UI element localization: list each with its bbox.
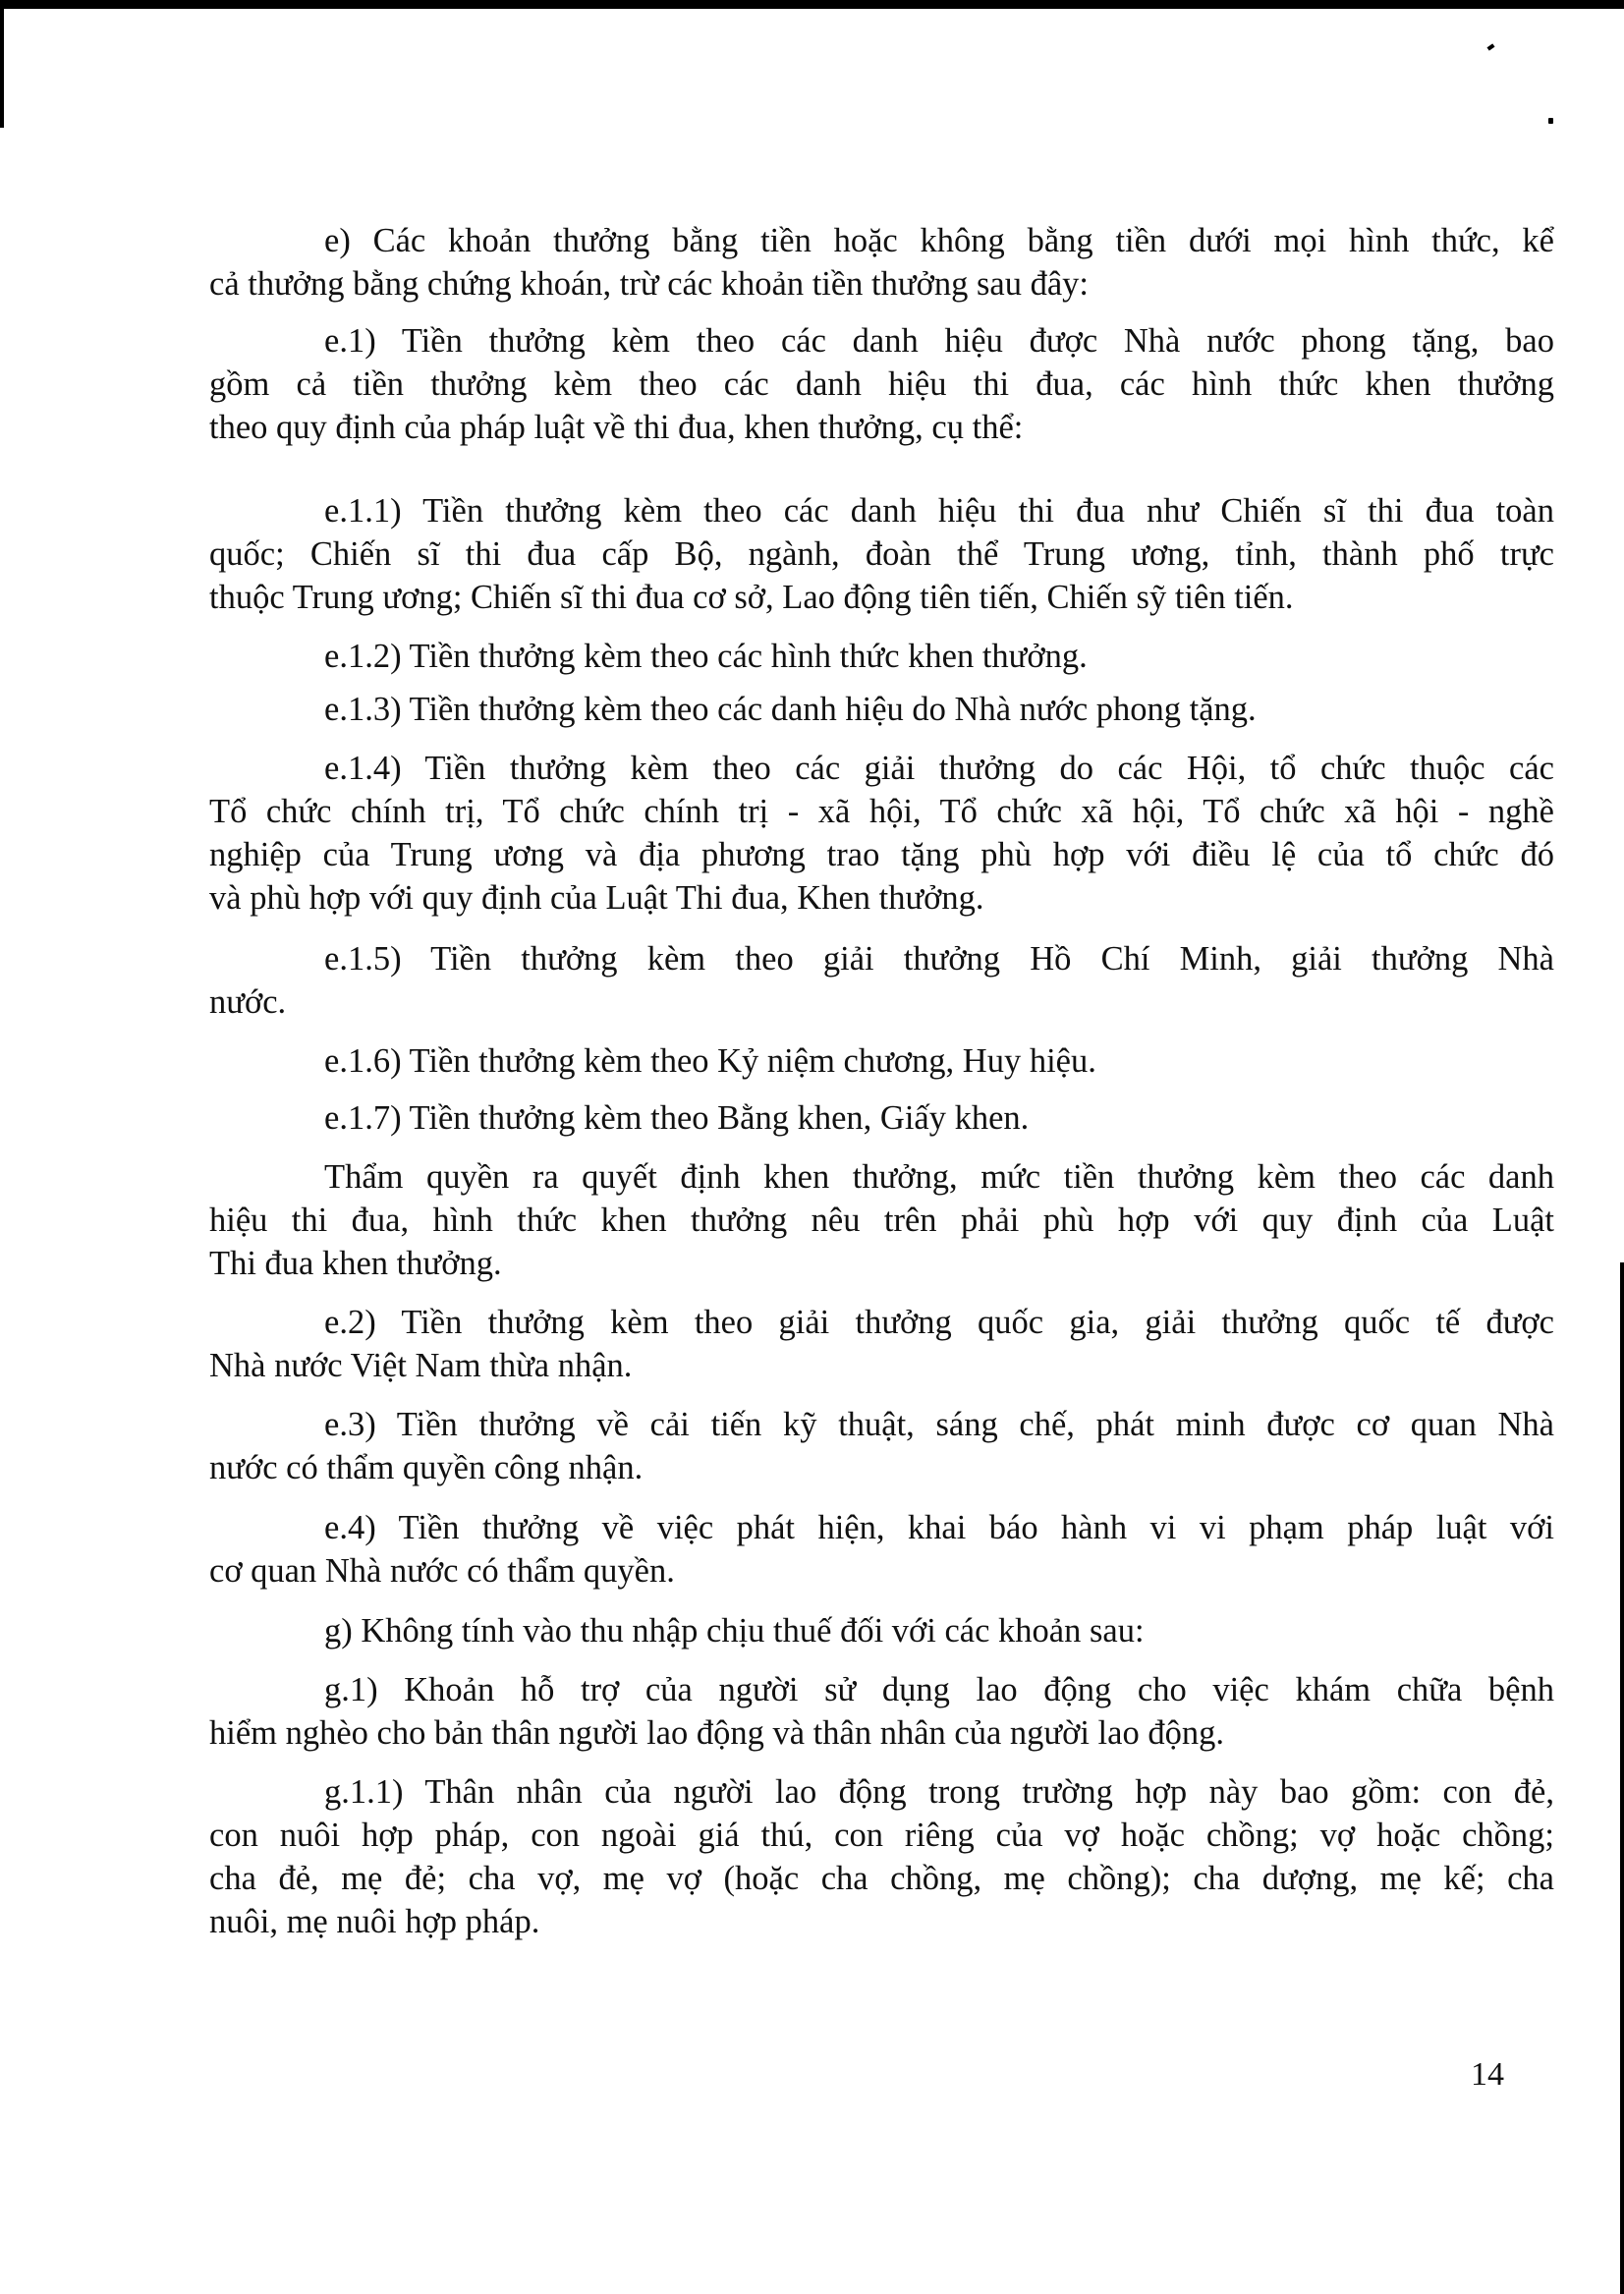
text-line: g.1) Khoản hỗ trợ của người sử dụng lao động cho việc khám chữa bệnh — [324, 1671, 1554, 1708]
scan-speck — [1486, 43, 1494, 50]
text-line: thuộc Trung ương; Chiến sĩ thi đua cơ sở, Lao động tiên tiến, Chiến sỹ tiên tiến. — [209, 579, 1294, 616]
scan-border-left — [0, 0, 4, 128]
text-line: e.3) Tiền thưởng về cải tiến kỹ thuật, sáng chế, phát minh được cơ quan Nhà — [324, 1406, 1554, 1443]
text-line: Tổ chức chính trị, Tổ chức chính trị - xã hội, Tổ chức xã hội, Tổ chức xã hội - nghề — [209, 793, 1554, 830]
text-line: gồm cả tiền thưởng kèm theo các danh hiệu thi đua, các hình thức khen thưởng — [209, 365, 1554, 403]
scan-border-right — [1620, 1262, 1624, 2294]
page-number: 14 — [1471, 2056, 1504, 2093]
text-line: và phù hợp với quy định của Luật Thi đua, Khen thưởng. — [209, 879, 984, 917]
text-line: nuôi, mẹ nuôi hợp pháp. — [209, 1903, 540, 1940]
text-line: quốc; Chiến sĩ thi đua cấp Bộ, ngành, đoàn thể Trung ương, tỉnh, thành phố trực — [209, 535, 1554, 573]
text-line: cơ quan Nhà nước có thẩm quyền. — [209, 1552, 675, 1590]
text-line: g) Không tính vào thu nhập chịu thuế đối với các khoản sau: — [324, 1612, 1145, 1650]
text-line: theo quy định của pháp luật về thi đua, khen thưởng, cụ thể: — [209, 409, 1024, 446]
text-line: nước có thẩm quyền công nhận. — [209, 1449, 644, 1486]
text-line: e) Các khoản thưởng bằng tiền hoặc không bằng tiền dưới mọi hình thức, kể — [324, 222, 1554, 259]
text-line: e.1.1) Tiền thưởng kèm theo các danh hiệu thi đua như Chiến sĩ thi đua toàn — [324, 492, 1554, 530]
text-line: hiệu thi đua, hình thức khen thưởng nêu trên phải phù hợp với quy định của Luật — [209, 1202, 1554, 1239]
text-line: nghiệp của Trung ương và địa phương trao tặng phù hợp với điều lệ của tổ chức đó — [209, 836, 1554, 873]
text-line: con nuôi hợp pháp, con ngoài giá thú, con riêng của vợ hoặc chồng; vợ hoặc chồng; — [209, 1817, 1554, 1854]
text-line: hiểm nghèo cho bản thân người lao động và thân nhân của người lao động. — [209, 1714, 1224, 1752]
text-line: e.1.5) Tiền thưởng kèm theo giải thưởng Hồ Chí Minh, giải thưởng Nhà — [324, 940, 1554, 978]
text-line: e.4) Tiền thưởng về việc phát hiện, khai báo hành vi vi phạm pháp luật với — [324, 1509, 1554, 1546]
text-line: cả thưởng bằng chứng khoán, trừ các khoản tiền thưởng sau đây: — [209, 265, 1089, 303]
text-line: Thẩm quyền ra quyết định khen thưởng, mức tiền thưởng kèm theo các danh — [324, 1158, 1554, 1196]
text-line: e.1) Tiền thưởng kèm theo các danh hiệu được Nhà nước phong tặng, bao — [324, 322, 1554, 360]
text-line: nước. — [209, 983, 287, 1021]
text-line: e.1.3) Tiền thưởng kèm theo các danh hiệu do Nhà nước phong tặng. — [324, 691, 1257, 728]
scan-border-top — [0, 0, 1624, 9]
text-line: Nhà nước Việt Nam thừa nhận. — [209, 1347, 633, 1384]
text-line: cha đẻ, mẹ đẻ; cha vợ, mẹ vợ (hoặc cha chồng, mẹ chồng); cha dượng, mẹ kế; cha — [209, 1860, 1554, 1897]
text-line: e.1.4) Tiền thưởng kèm theo các giải thưởng do các Hội, tổ chức thuộc các — [324, 750, 1554, 787]
text-line: e.1.6) Tiền thưởng kèm theo Kỷ niệm chương, Huy hiệu. — [324, 1042, 1096, 1080]
text-line: g.1.1) Thân nhân của người lao động trong trường hợp này bao gồm: con đẻ, — [324, 1773, 1554, 1811]
text-line: e.2) Tiền thưởng kèm theo giải thưởng quốc gia, giải thưởng quốc tế được — [324, 1304, 1554, 1341]
text-line: e.1.7) Tiền thưởng kèm theo Bằng khen, Giấy khen. — [324, 1099, 1030, 1137]
text-line: e.1.2) Tiền thưởng kèm theo các hình thức khen thưởng. — [324, 638, 1088, 675]
scan-speck — [1548, 118, 1553, 124]
text-line: Thi đua khen thưởng. — [209, 1245, 502, 1282]
